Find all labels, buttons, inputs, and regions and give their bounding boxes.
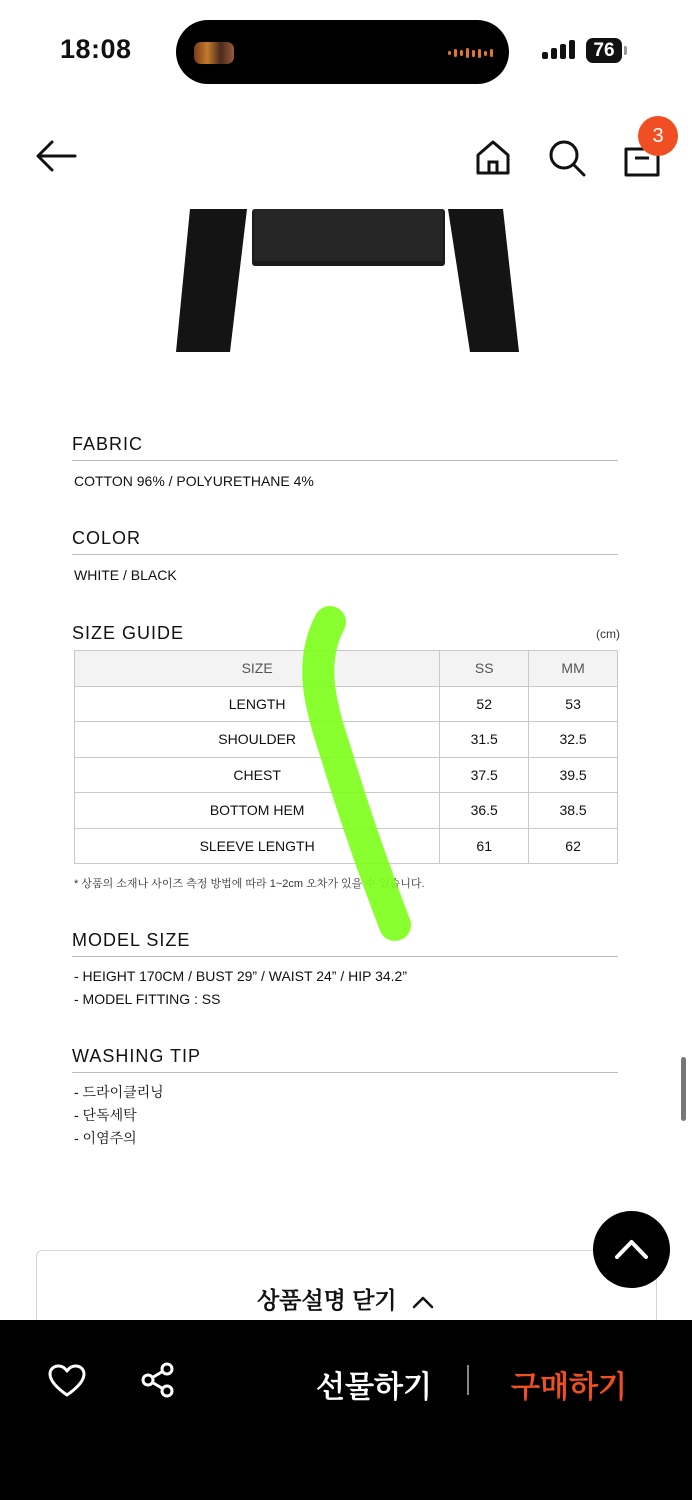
back-arrow-icon[interactable]: [34, 138, 78, 174]
table-cell: 31.5: [440, 722, 529, 758]
size-unit: (cm): [596, 627, 620, 641]
product-image: [0, 209, 692, 359]
scroll-to-top-button[interactable]: [593, 1211, 670, 1288]
table-cell: 36.5: [440, 793, 529, 829]
table-cell: BOTTOM HEM: [75, 793, 440, 829]
bottom-action-bar: [0, 1320, 692, 1500]
dynamic-island[interactable]: [176, 20, 509, 84]
washing-tip-line: - 이염주의: [74, 1130, 137, 1146]
table-cell: 39.5: [529, 757, 618, 793]
table-cell: 61: [440, 828, 529, 864]
status-time: 18:08: [60, 34, 132, 64]
battery-indicator: 76: [586, 38, 622, 63]
buy-button[interactable]: 구매하기: [511, 1371, 627, 1404]
table-cell: SHOULDER: [75, 722, 440, 758]
table-header: MM: [529, 651, 618, 687]
close-description-text: 상품설명 닫기: [256, 1287, 397, 1313]
table-cell: 62: [529, 828, 618, 864]
table-cell: SLEEVE LENGTH: [75, 828, 440, 864]
divider: [72, 460, 618, 461]
color-title: COLOR: [72, 528, 142, 548]
divider: [72, 1072, 618, 1073]
cellular-signal-icon: [542, 40, 575, 59]
table-cell: LENGTH: [75, 686, 440, 722]
size-note: * 상품의 소재나 사이즈 측정 방법에 따라 1~2cm 오차가 있을 수 있습니다.: [74, 878, 425, 890]
table-cell: 37.5: [440, 757, 529, 793]
table-cell: 52: [440, 686, 529, 722]
share-icon[interactable]: [139, 1361, 177, 1399]
chevron-up-icon: [411, 1294, 435, 1310]
table-cell: 53: [529, 686, 618, 722]
washing-tip-title: WASHING TIP: [72, 1046, 202, 1066]
table-cell: CHEST: [75, 757, 440, 793]
now-playing-artwork: [194, 42, 234, 64]
table-header: SIZE: [75, 651, 440, 687]
cart-count-badge: 3: [638, 116, 678, 156]
model-size-line: - HEIGHT 170CM / BUST 29” / WAIST 24” / HIP 34.2”: [74, 968, 407, 984]
close-description-label: [0, 1282, 692, 1315]
gift-button[interactable]: 선물하기: [316, 1371, 432, 1404]
audio-waveform-icon: [448, 48, 493, 58]
fabric-text: COTTON 96% / POLYURETHANE 4%: [74, 473, 314, 489]
fabric-title: FABRIC: [72, 434, 144, 454]
model-size-title: MODEL SIZE: [72, 930, 191, 950]
table-cell: 38.5: [529, 793, 618, 829]
washing-tip-line: - 단독세탁: [74, 1107, 137, 1123]
size-guide-title: SIZE GUIDE: [72, 623, 185, 643]
chevron-up-icon: [593, 1211, 670, 1288]
model-size-line: - MODEL FITTING : SS: [74, 991, 221, 1007]
search-icon[interactable]: [547, 138, 587, 178]
washing-tip-line: - 드라이클리닝: [74, 1084, 164, 1100]
highlight-marker-stroke: [290, 600, 430, 950]
home-icon[interactable]: [474, 138, 512, 176]
divider: [72, 554, 618, 555]
color-text: WHITE / BLACK: [74, 567, 177, 583]
battery-tip: [624, 46, 627, 55]
divider: [72, 956, 618, 957]
heart-icon[interactable]: [48, 1364, 86, 1398]
bottom-divider: [467, 1365, 469, 1395]
scrollbar[interactable]: [681, 1057, 686, 1121]
table-cell: 32.5: [529, 722, 618, 758]
table-header: SS: [440, 651, 529, 687]
